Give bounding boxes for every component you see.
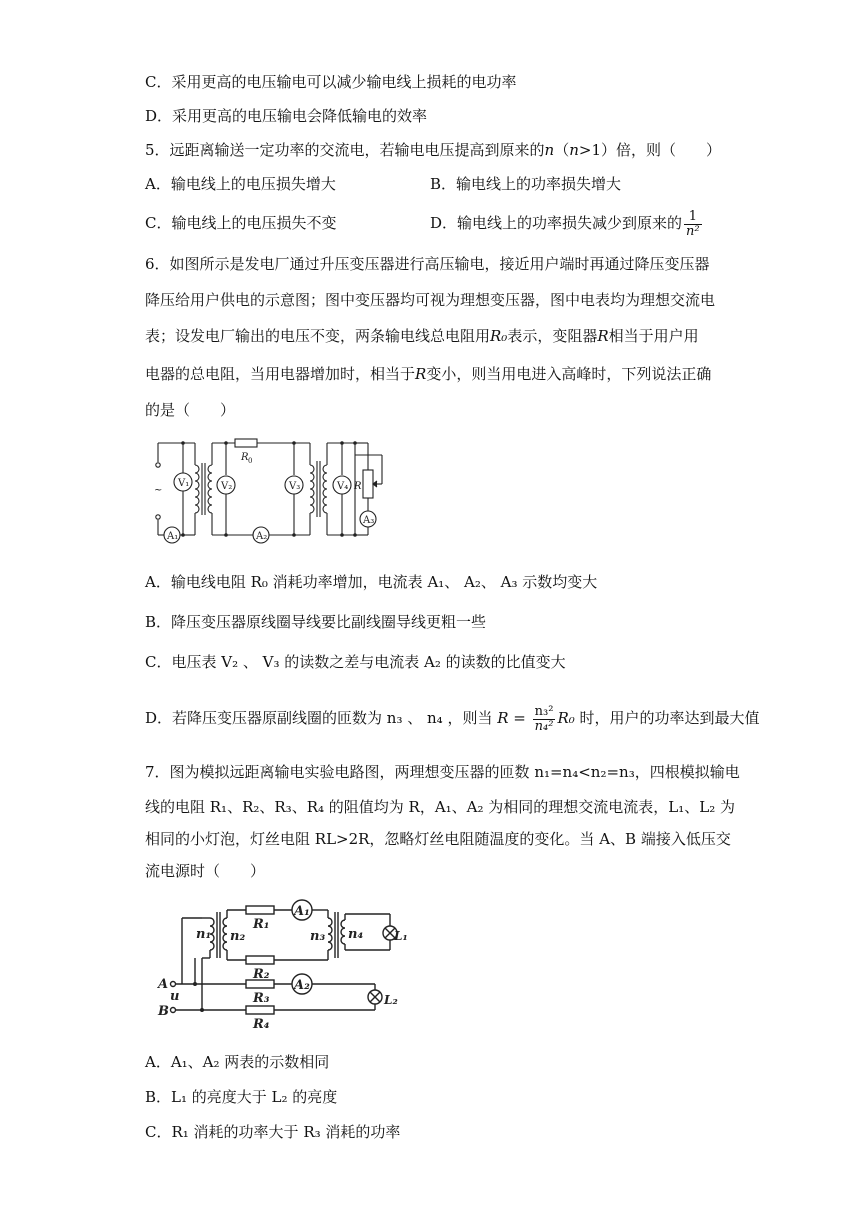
fig-label-r2: R₂ [253,967,270,982]
q6-circuit-diagram [150,435,390,545]
q5-option-a: A．输电线上的电压损失增大 [145,175,336,193]
q6-stem-line3: 表；设发电厂输出的电压不变，两条输电线总电阻用R₀表示，变阻器R相当于用户用 [145,327,699,345]
fig-label-a1: A₁ [167,531,179,542]
q7-option-c: C．R₁ 消耗的功率大于 R₃ 消耗的功率 [145,1123,401,1141]
q6-stem-line5: 的是（ ） [145,401,236,419]
fig-label-l2: L₂ [384,993,398,1007]
q6-fraction: $\frac{\text{n₃²}}{\text{n₄²}}$ [534,703,554,734]
fig-label-r0-sub: 0 [248,457,253,465]
fig-label-l1: L₁ [394,929,408,943]
q6-stem-line1: 6．如图所示是发电厂通过升压变压器进行高压输电，接近用户端时再通过降压变压器 [145,255,710,273]
fig-label-r: R [354,481,362,492]
q7-circuit-diagram [150,898,408,1033]
q5-fraction: $\frac{1}{\text{n²}}$ [686,208,700,239]
fig-label-v4: V₄ [337,481,349,492]
fig-label-n3: n₃ [310,929,326,944]
q5-stem: 5．远距离输送一定功率的交流电，若输电电压提高到原来的n（n>1）倍，则（ ） [145,141,722,159]
fig-label-a2: A₂ [256,531,268,542]
fig-label-u: u [170,989,180,1004]
fig-label-a3: A₃ [363,515,375,526]
q5-option-c: C．输电线上的电压损失不变 [145,214,337,232]
fig-label-n2: n₂ [230,929,246,944]
fig-label-a: A [158,977,169,992]
q6-stem-line4: 电器的总电阻，当用电器增加时，相当于R变小，则当用电进入高峰时，下列说法正确 [145,365,712,383]
q7-stem-line4: 流电源时（ ） [145,862,266,880]
q7-stem-line2: 线的电阻 R₁、R₂、R₃、R₄ 的阻值均为 R，A₁、A₂ 为相同的理想交流电流表，L₁、L₂ 为 [145,798,736,816]
q6-option-d: D．若降压变压器原副线圈的匝数为 n₃ 、 n₄ ，则当 R = $\frac{\text{n₃²}}{\text{n₄²}}$ R₀ 时，用户的功率达到最大值 [145,703,760,734]
fig-label-v2: V₂ [221,481,233,492]
fig-label-r3: R₃ [253,991,270,1006]
fig-label-b: B [158,1004,169,1019]
q4-option-c: C．采用更高的电压输电可以减少输电线上损耗的电功率 [145,73,517,91]
fig-label-n4: n₄ [348,927,364,942]
q6-option-b: B．降压变压器原线圈导线要比副线圈导线更粗一些 [145,613,487,631]
fig-label-v3: V₃ [289,481,301,492]
fig-label-r1: R₁ [253,917,270,932]
q6-option-a: A．输电线电阻 R₀ 消耗功率增加，电流表 A₁、 A₂、 A₃ 示数均变大 [145,573,598,591]
q7-option-b: B．L₁ 的亮度大于 L₂ 的亮度 [145,1088,338,1106]
fig-label-a1: A₁ [294,904,310,919]
q4-option-d: D．采用更高的电压输电会降低输电的效率 [145,107,428,125]
q6-option-c: C．电压表 V₂ 、 V₃ 的读数之差与电流表 A₂ 的读数的比值变大 [145,653,566,671]
q7-option-a: A．A₁、A₂ 两表的示数相同 [145,1053,330,1071]
ac-source-symbol: ~ [154,485,163,496]
q5-option-d: D．输电线上的功率损失减少到原来的 $\frac{1}{\text{n²}}$ [430,208,700,239]
fig-label-a2: A₂ [294,978,310,993]
fig-label-r4: R₄ [253,1017,270,1032]
q7-stem-line1: 7．图为模拟远距离输电实验电路图，两理想变压器的匝数 n₁=n₄<n₂=n₃，四根模拟输电 [145,763,740,781]
q5-option-b: B．输电线上的功率损失增大 [430,175,622,193]
q7-stem-line3: 相同的小灯泡，灯丝电阻 RL>2R，忽略灯丝电阻随温度的变化。当 A、B 端接入低压交 [145,830,731,848]
q6-stem-line2: 降压给用户供电的示意图；图中变压器均可视为理想变压器，图中电表均为理想交流电 [145,291,716,309]
fig-label-v1: V₁ [178,478,190,489]
fig-label-n1: n₁ [196,927,212,942]
fig-label-r0: R [241,452,249,463]
